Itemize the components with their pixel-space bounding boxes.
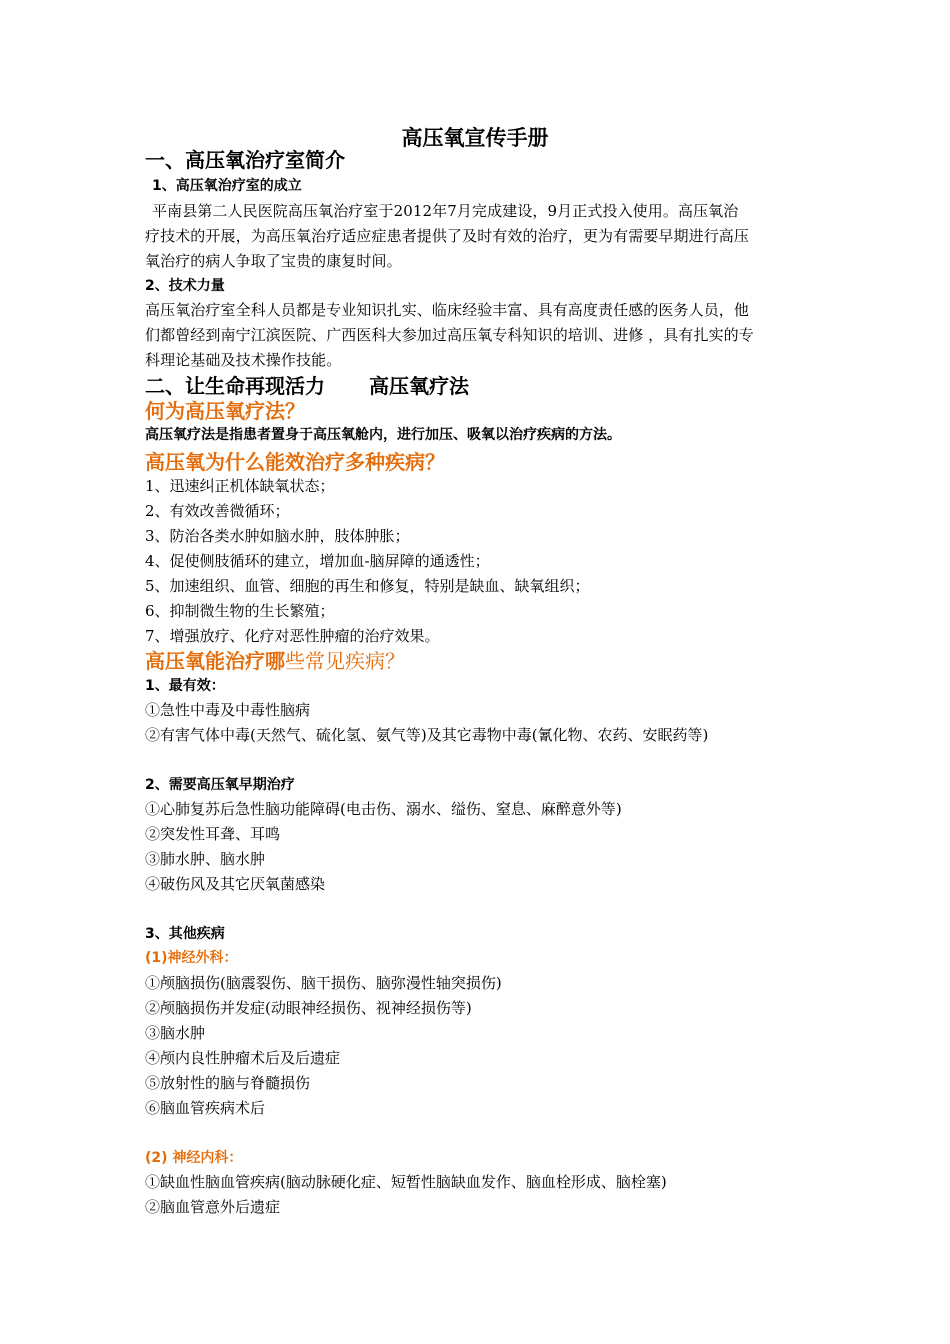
paragraph-line: 平南县第二人民医院高压氧治疗室于2012年7月完成建设，9月正式投入使用。高压氧治 bbox=[152, 202, 739, 220]
list-item: ①颅脑损伤(脑震裂伤、脑干损伤、脑弥漫性轴突损伤) bbox=[145, 974, 502, 992]
group1-heading: 1、最有效： bbox=[145, 678, 225, 694]
group2-heading: 2、需要高压氧早期治疗 bbox=[145, 777, 295, 793]
paragraph-line: 疗技术的开展，为高压氧治疗适应症患者提供了及时有效的治疗，更为有需要早期进行高压 bbox=[145, 227, 750, 245]
list-item: ③脑水肿 bbox=[145, 1024, 206, 1042]
list-item: ②突发性耳聋、耳鸣 bbox=[145, 825, 281, 843]
neurology-heading: (2) 神经内科： bbox=[145, 1150, 243, 1166]
list-item: ①急性中毒及中毒性脑病 bbox=[145, 701, 311, 719]
section1-sub2-heading: 2、技术力量 bbox=[145, 278, 225, 294]
question-why: 高压氧为什么能效治疗多种疾病？ bbox=[145, 450, 445, 474]
list-item: ⑤放射性的脑与脊髓损伤 bbox=[145, 1074, 311, 1092]
list-item: ④破伤风及其它厌氧菌感染 bbox=[145, 875, 326, 893]
section2-heading bbox=[145, 373, 469, 399]
paragraph-line: 高压氧治疗室全科人员都是专业知识扎实、临床经验丰富、具有高度责任感的医务人员，他 bbox=[145, 301, 750, 319]
question-which-light: 些常见疾病？ bbox=[285, 649, 405, 673]
list-item: 4、促使侧肢循环的建立，增加血-脑屏障的通透性； bbox=[145, 552, 490, 570]
neurosurgery-heading: (1)神经外科： bbox=[145, 950, 238, 966]
list-item: 7、增强放疗、化疗对恶性肿瘤的治疗效果。 bbox=[145, 627, 440, 645]
list-item: ①心肺复苏后急性脑功能障碍(电击伤、溺水、缢伤、窒息、麻醉意外等) bbox=[145, 800, 622, 818]
list-item: ②有害气体中毒(天然气、硫化氢、氨气等)及其它毒物中毒(氰化物、农药、安眠药等) bbox=[145, 726, 709, 744]
list-item: 3、防治各类水肿如脑水肿，肢体肿胀； bbox=[145, 527, 410, 545]
definition-line: 高压氧疗法是指患者置身于高压氧舱内，进行加压、吸氧以治疗疾病的方法。 bbox=[145, 427, 621, 443]
section1-sub1-heading: 1、高压氧治疗室的成立 bbox=[152, 178, 302, 194]
document-title: 高压氧宣传手册 bbox=[401, 125, 549, 150]
list-item: 1、迅速纠正机体缺氧状态； bbox=[145, 477, 335, 495]
list-item: 6、抑制微生物的生长繁殖； bbox=[145, 602, 335, 620]
list-item: ⑥脑血管疾病术后 bbox=[145, 1099, 266, 1117]
question-what-is: 何为高压氧疗法？ bbox=[145, 399, 305, 423]
list-item: ①缺血性脑血管疾病(脑动脉硬化症、短暂性脑缺血发作、脑血栓形成、脑栓塞) bbox=[145, 1173, 667, 1191]
paragraph-line: 科理论基础及技术操作技能。 bbox=[145, 351, 342, 369]
list-item: 2、有效改善微循环； bbox=[145, 502, 290, 520]
section2-heading-a: 二、让生命再现活力 bbox=[145, 374, 325, 398]
question-which-diseases bbox=[145, 648, 405, 674]
list-item: ②脑血管意外后遗症 bbox=[145, 1198, 281, 1216]
paragraph-line: 们都曾经到南宁江滨医院、广西医科大参加过高压氧专科知识的培训、进修 ，具有扎实的专 bbox=[145, 326, 754, 344]
list-item: ③肺水肿、脑水肿 bbox=[145, 850, 266, 868]
question-which-bold: 高压氧能治疗哪 bbox=[145, 649, 285, 673]
section1-heading: 一、高压氧治疗室简介 bbox=[145, 148, 345, 172]
list-item: ②颅脑损伤并发症(动眼神经损伤、视神经损伤等) bbox=[145, 999, 472, 1017]
section2-heading-b: 高压氧疗法 bbox=[369, 374, 469, 398]
list-item: ④颅内良性肿瘤术后及后遗症 bbox=[145, 1049, 341, 1067]
paragraph-line: 氧治疗的病人争取了宝贵的康复时间。 bbox=[145, 252, 402, 270]
list-item: 5、加速组织、血管、细胞的再生和修复，特别是缺血、缺氧组织； bbox=[145, 577, 590, 595]
group3-heading: 3、其他疾病 bbox=[145, 926, 225, 942]
